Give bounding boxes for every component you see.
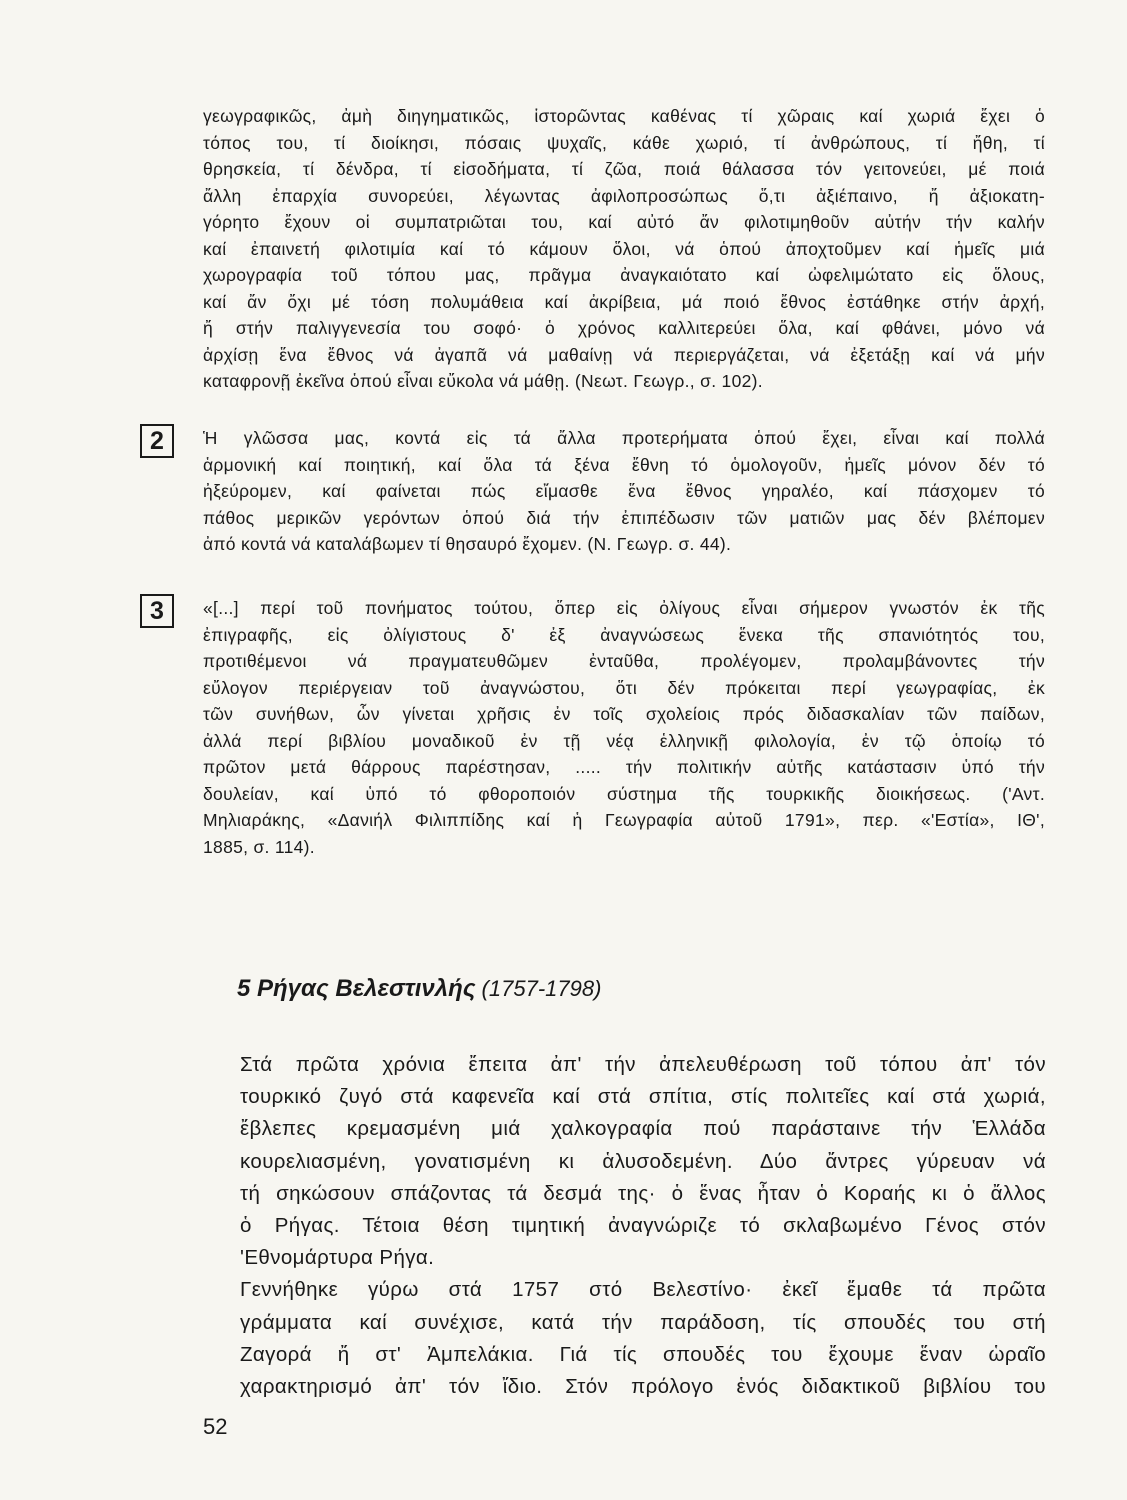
text-line: τόπος του, τί διοίκησι, πόσαις ψυχαῖς, κάθε χωριό, τί ἀνθρώπους, τί ἤθη, τί bbox=[203, 132, 1045, 153]
text-line: Ἡ γλῶσσα μας, κοντά εἰς τά ἄλλα προτερήματα ὁπού ἔχει, εἶναι καί πολλά bbox=[203, 428, 1045, 448]
section-title: 5 Ρήγας Βελεστινλής bbox=[237, 975, 476, 1002]
text-line: ἄλλη ἐπαρχία συνορεύει, λέγωντας ἀφιλοπροσώπως ὅ,τι ἀξιέπαινο, ἤ ἀξιοκατη- bbox=[203, 185, 1045, 206]
text-line: δουλείαν, καί ὑπό τό φθοροποιόν σύστημα τῆς τουρκικῆς διοικήσεως. ('Αντ. bbox=[203, 783, 1045, 804]
text-line: ἀλλά περί βιβλίου μοναδικοῦ ἐν τῇ νέᾳ ἑλληνικῇ φιλολογία, ἐν τῷ ὁποίῳ τό bbox=[203, 730, 1045, 751]
text-line: γόρητο ἔχουν οἱ συμπατριῶται του, καί αὐτό ἄν φιλοτιμηθοῦν αὐτήν τήν καλήν bbox=[203, 212, 1045, 232]
text-line: τή σηκώσουν σπάζοντας τά δεσμά της· ὁ ἕνας ἦταν ὁ Κοραής κι ὁ ἄλλος bbox=[240, 1181, 1046, 1205]
text-line: θρησκεία, τί δένδρα, τί εἰσοδήματα, τί ζῶα, ποιά θάλασσα τόν γειτονεύει, μέ ποιά bbox=[203, 159, 1045, 179]
text-line: ἔβλεπες κρεμασμένη μιά χαλκογραφία πού παράσταινε τήν Ἑλλάδα bbox=[240, 1117, 1046, 1141]
text-line: ἁρμονική καί ποιητική, καί ὅλα τά ξένα ἔθνη τό ὁμολογοῦν, ἡμεῖς μόνον δέν τό bbox=[203, 454, 1045, 475]
text-line: Ζαγορά ἤ στ' Ἀμπελάκια. Γιά τίς σπουδές του ἔχουμε ἕναν ὡραῖο bbox=[240, 1342, 1046, 1366]
text-line: Μηλιαράκης, «Δανιήλ Φιλιππίδης καί ἡ Γεωγραφία αὐτοῦ 1791», περ. «'Εστία», ΙΘ', bbox=[203, 810, 1045, 830]
text-line: ὁ Ρήγας. Τέτοια θέση τιμητική ἀναγνώριζε τό σκλαβωμένο Γένος στόν bbox=[240, 1213, 1046, 1237]
text-line: ἐπιγραφῆς, εἰς ὀλίγιστους δ' ἐξ ἀναγνώσεως ἕνεκα τῆς σπανιότητός του, bbox=[203, 624, 1045, 645]
text-line: τῶν συνήθων, ὧν γίνεται χρῆσις ἐν τοῖς σχολείοις πρός διδασκαλίαν τῶν παίδων, bbox=[203, 704, 1045, 724]
quote-number-marker: 2 bbox=[140, 424, 174, 458]
text-line: ἠξεύρομεν, καί φαίνεται πώς εἴμασθε ἕνα ἔθνος γηραλέο, καί πάσχομεν τό bbox=[203, 481, 1045, 501]
text-line: Γεννήθηκε γύρω στά 1757 στό Βελεστίνο· ἐκεῖ ἔμαθε τά πρῶτα bbox=[240, 1278, 1046, 1302]
text-line: γράμματα καί συνέχισε, κατά τήν παράδοση, τίς σπουδές του στή bbox=[240, 1310, 1046, 1334]
text-line: τουρκικό ζυγό στά καφενεῖα καί στά σπίτια, στίς πολιτεῖες καί στά χωριά, bbox=[240, 1085, 1046, 1109]
text-line: καί ἐπαινετή φιλοτιμία καί τό κάμουν ὅλοι, νά ὁπού ἀποχτοῦμεν καί ἡμεῖς μιά bbox=[203, 238, 1045, 259]
quote-3 bbox=[203, 595, 1045, 860]
text-line: γεωγραφικῶς, ἀμὴ διηγηματικῶς, ἱστορῶντας καθένας τί χῶραις καί χωριά ἔχει ὁ bbox=[203, 106, 1045, 126]
text-line: χαρακτηρισμό ἀπ' τόν ἴδιο. Στόν πρόλογο ἑνός διδακτικοῦ βιβλίου του bbox=[240, 1374, 1046, 1398]
text-line: ἀπό κοντά νά καταλάβωμεν τί θησαυρό ἔχομεν. (Ν. Γεωγρ. σ. 44). bbox=[203, 534, 732, 554]
text-line: πρῶτον μετά θάρρους παρέστησαν, ..... τήν πολιτικήν αὐτῆς κατάστασιν ὑπό τήν bbox=[203, 757, 1045, 777]
text-line: 'Εθνομάρτυρα Ρήγα. bbox=[240, 1246, 435, 1270]
text-line: πάθος μερικῶν γερόντων ὁπού διά τήν ἐπιπέδωσιν τῶν ματιῶν μας δέν βλέπομεν bbox=[203, 507, 1045, 528]
page-number: 52 bbox=[203, 1414, 228, 1439]
text-line: «[...] περί τοῦ πονήματος τούτου, ὅπερ εἰς ὀλίγους εἶναι σήμερον γνωστόν ἐκ τῆς bbox=[203, 598, 1045, 618]
text-line: ἤ στήν παλιγγενεσία του σοφό· ὁ χρόνος καλλιτερεύει ὅλα, καί φθάνει, μόνο νά bbox=[203, 318, 1045, 338]
text-line: Στά πρῶτα χρόνια ἔπειτα ἀπ' τήν ἀπελευθέρωση τοῦ τόπου ἀπ' τόν bbox=[240, 1053, 1046, 1076]
quote-number-marker: 3 bbox=[140, 594, 174, 628]
text-line: καί ἄν ὄχι μέ τόση πολυμάθεια καί ἀκρίβεια, μά ποιό ἔθνος ἐστάθηκε στήν ἀρχή, bbox=[203, 291, 1045, 312]
text-line: καταφρονῇ ἐκεῖνα ὁπού εἶναι εὔκολα νά μάθῃ. (Νεωτ. Γεωγρ., σ. 102). bbox=[203, 371, 763, 391]
text-line: ἀρχίσῃ ἕνα ἔθνος νά ἀγαπᾶ νά μαθαίνῃ νά περιεργάζεται, νά ἐξετάξῃ καί νά μήν bbox=[203, 344, 1045, 365]
body-text bbox=[240, 1049, 1046, 1403]
text-line: κουρελιασμένη, γονατισμένη κι ἁλυσοδεμένη. Δύο ἄντρες γύρευαν νά bbox=[240, 1149, 1046, 1173]
quote-1 bbox=[203, 103, 1045, 395]
section-dates: (1757-1798) bbox=[481, 976, 602, 1001]
section-heading bbox=[237, 975, 601, 1003]
text-line: προτιθέμενοι νά πραγματευθῶμεν ἐνταῦθα, προλέγομεν, προλαμβάνοντες τήν bbox=[203, 651, 1045, 671]
text-line: 1885, σ. 114). bbox=[203, 836, 315, 857]
text-line: εὔλογον περιέργειαν τοῦ ἀναγνώστου, ὅτι δέν πρόκειται περί γεωγραφίας, ἐκ bbox=[203, 677, 1045, 698]
text-line: χωρογραφία τοῦ τόπου μας, πρᾶγμα ἀναγκαιότατο καί ὠφελιμώτατο εἰς ὅλους, bbox=[203, 265, 1045, 285]
quote-2 bbox=[203, 425, 1045, 558]
